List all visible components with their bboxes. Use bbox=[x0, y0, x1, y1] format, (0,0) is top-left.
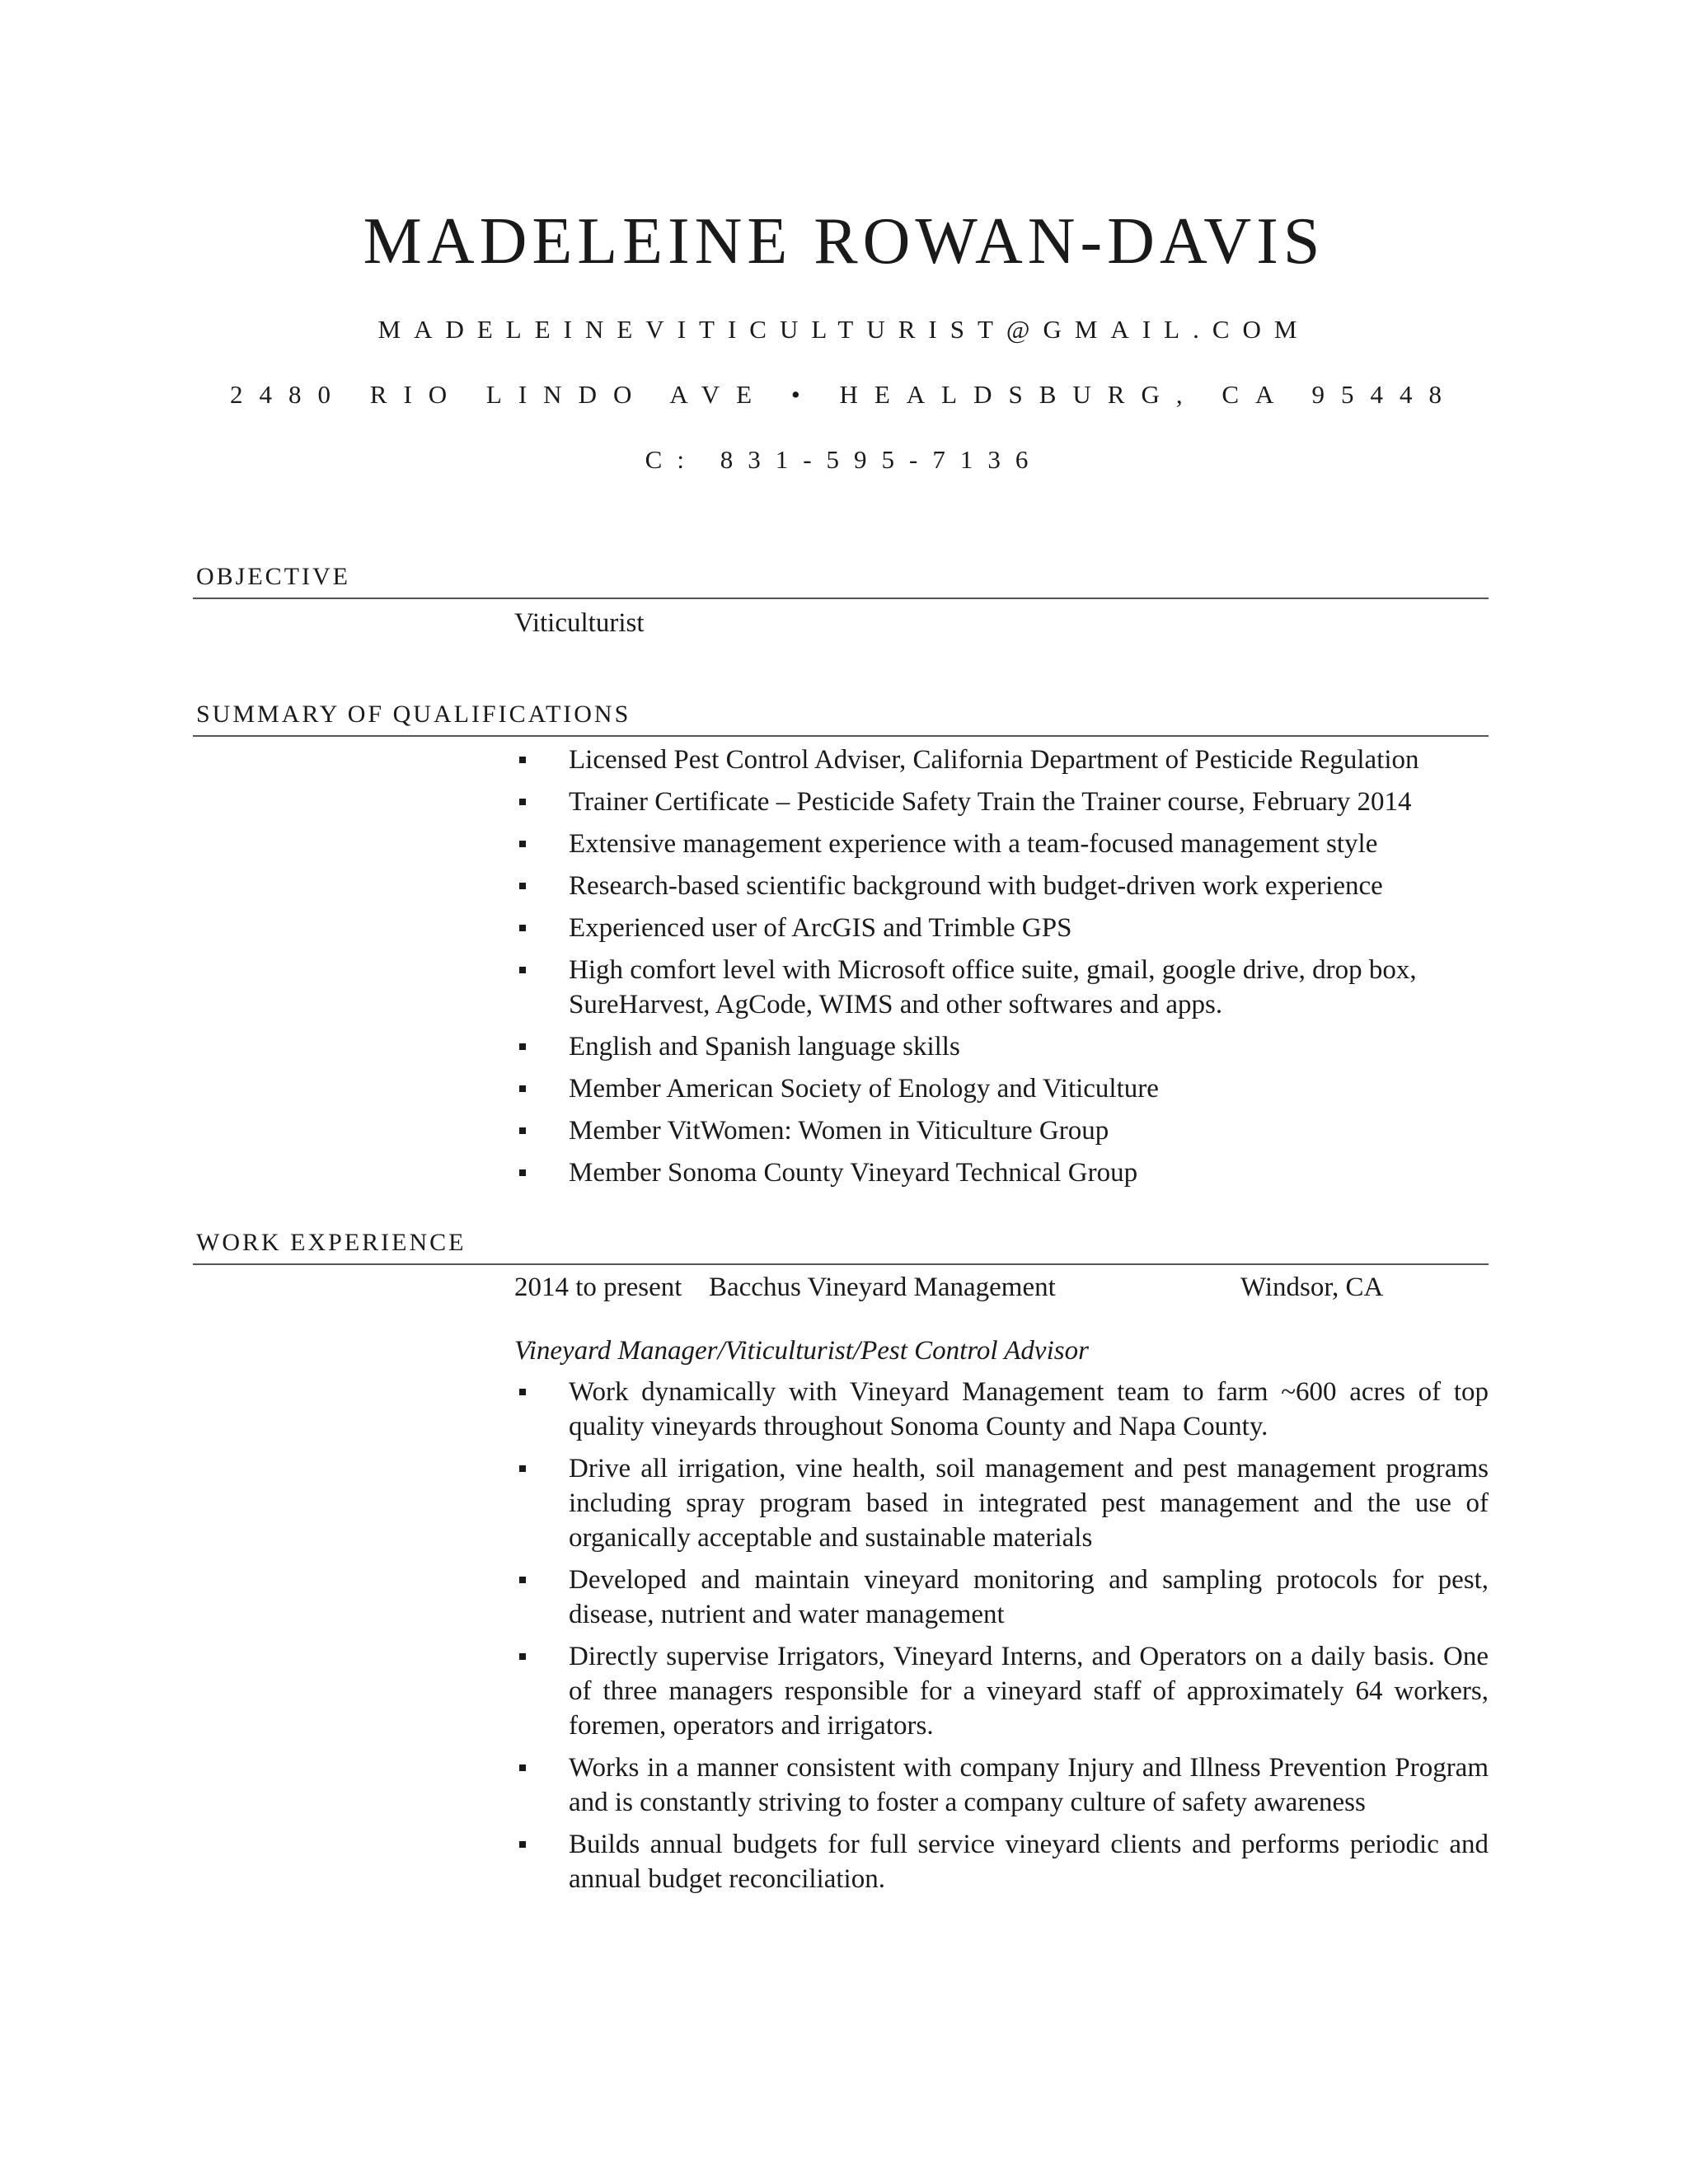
list-item: Developed and maintain vineyard monitoring and sampling protocols for pest, disease, nutrient and water management bbox=[511, 1563, 1489, 1632]
list-item: Experienced user of ArcGIS and Trimble GPS bbox=[511, 911, 1489, 945]
job-role: Vineyard Manager/Viticulturist/Pest Control Advisor bbox=[514, 1336, 1089, 1366]
job-duties-list bbox=[511, 1375, 1489, 1904]
list-item: Member American Society of Enology and Viticulture bbox=[511, 1071, 1489, 1106]
objective-text: Viticulturist bbox=[514, 608, 645, 638]
section-divider bbox=[193, 598, 1489, 599]
section-title-objective: OBJECTIVE bbox=[196, 563, 350, 590]
phone-number: C: 831-595-7136 bbox=[645, 445, 1043, 474]
list-item: Works in a manner consistent with company Injury and Illness Prevention Program and is constantly striving to foster a company culture of safety awareness bbox=[511, 1750, 1489, 1820]
applicant-name: MADELEINE ROWAN-DAVIS bbox=[363, 205, 1325, 278]
bullet-icon bbox=[519, 967, 526, 973]
job-dates: 2014 to present bbox=[514, 1272, 682, 1302]
bullet-icon bbox=[519, 1127, 526, 1134]
bullet-icon bbox=[519, 1043, 526, 1050]
qualifications-list bbox=[511, 743, 1489, 1197]
list-item: Trainer Certificate – Pesticide Safety Train the Trainer course, February 2014 bbox=[511, 785, 1489, 819]
list-item: Licensed Pest Control Adviser, California Department of Pesticide Regulation bbox=[511, 743, 1489, 777]
list-item: High comfort level with Microsoft office suite, gmail, google drive, drop box, SureHarvest, AgCode, WIMS and other softwares and apps. bbox=[511, 953, 1489, 1022]
bullet-icon bbox=[519, 883, 526, 889]
list-item: Directly supervise Irrigators, Vineyard Interns, and Operators on a daily basis. One of three managers responsible for a vineyard staff of approximately 64 workers, foremen, operators and irrigators. bbox=[511, 1639, 1489, 1743]
section-title-qualifications: SUMMARY OF QUALIFICATIONS bbox=[196, 701, 631, 728]
list-item: Extensive management experience with a team-focused management style bbox=[511, 827, 1489, 861]
list-item: Research-based scientific background with budget-driven work experience bbox=[511, 869, 1489, 903]
bullet-icon bbox=[519, 757, 526, 763]
bullet-icon bbox=[519, 841, 526, 847]
bullet-icon bbox=[519, 925, 526, 931]
section-divider bbox=[193, 1263, 1489, 1265]
list-item: Drive all irrigation, vine health, soil management and pest management programs including spray program based in integrated pest management and the use of organically acceptable and sustainable materials bbox=[511, 1451, 1489, 1555]
job-location: Windsor, CA bbox=[1240, 1272, 1384, 1302]
list-item: Member VitWomen: Women in Viticulture Group bbox=[511, 1113, 1489, 1148]
bullet-icon bbox=[519, 1389, 526, 1395]
job-company: Bacchus Vineyard Management bbox=[709, 1272, 1056, 1302]
bullet-icon bbox=[519, 1765, 526, 1771]
section-divider bbox=[193, 735, 1489, 737]
bullet-icon bbox=[519, 799, 526, 805]
bullet-icon bbox=[519, 1841, 526, 1848]
list-item: Member Sonoma County Vineyard Technical Group bbox=[511, 1155, 1489, 1190]
bullet-icon bbox=[519, 1465, 526, 1472]
bullet-icon bbox=[519, 1085, 526, 1092]
list-item: Builds annual budgets for full service vineyard clients and performs periodic and annual budget reconciliation. bbox=[511, 1827, 1489, 1896]
bullet-icon bbox=[519, 1577, 526, 1583]
list-item: Work dynamically with Vineyard Management team to farm ~600 acres of top quality vineyards throughout Sonoma County and Napa County. bbox=[511, 1375, 1489, 1444]
bullet-icon bbox=[519, 1653, 526, 1660]
list-item: English and Spanish language skills bbox=[511, 1029, 1489, 1064]
bullet-icon bbox=[519, 1169, 526, 1176]
section-title-work-experience: WORK EXPERIENCE bbox=[196, 1229, 467, 1256]
email-address: MADELEINEVITICULTURIST@GMAIL.COM bbox=[377, 315, 1311, 344]
street-address: 2480 RIO LINDO AVE • HEALDSBURG, CA 95448 bbox=[230, 380, 1458, 409]
